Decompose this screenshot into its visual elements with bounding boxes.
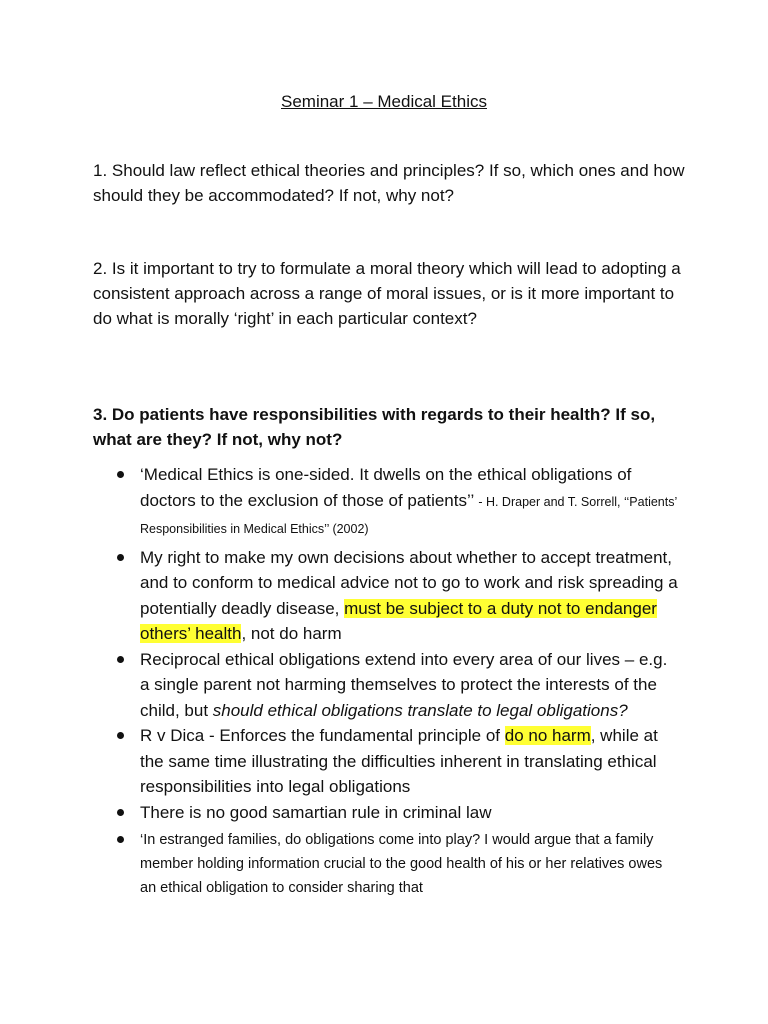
bullet-icon xyxy=(117,836,124,843)
highlighted-text: do no harm xyxy=(504,726,591,745)
question-3: 3. Do patients have responsibilities with regards to their health? If so, what are they? If not, why not? xyxy=(93,405,656,449)
bullet-icon xyxy=(117,656,124,663)
list-item xyxy=(0,800,680,826)
citation-text: - H. Draper and T. Sorrell, ‘‘Patients’ Responsibilities in Medical Ethics’’ (2002) xyxy=(140,494,677,536)
list-item xyxy=(0,828,680,900)
bullet-list xyxy=(0,462,680,900)
page-title: Seminar 1 – Medical Ethics xyxy=(281,92,487,111)
list-item-text: ‘In estranged families, do obligations come into play? I would argue that a family member holding information crucial to the good health of his or her relatives owes an ethical obligation to consider sharing that xyxy=(140,832,663,896)
bullet-icon xyxy=(117,732,124,739)
list-item xyxy=(0,647,680,724)
list-item-text: , while at the same time illustrating the difficulties inherent in translating ethical responsibilities into legal obligations xyxy=(140,726,658,796)
bullet-icon xyxy=(117,809,124,816)
list-item-text: My right to make my own decisions about whether to accept treatment, and to conform to medical advice not to go to work and risk spreading a potentially deadly disease, xyxy=(140,547,678,618)
list-item-text: Reciprocal ethical obligations extend into every area of our lives – e.g. a single parent not harming themselves to protect the interests of the child, but xyxy=(140,649,668,720)
italic-text: should ethical obligations translate to legal obligations? xyxy=(212,700,628,720)
list-item-text: There is no good samartian rule in criminal law xyxy=(140,802,492,822)
bullet-icon xyxy=(117,471,124,478)
list-item xyxy=(0,462,680,543)
question-1: 1. Should law reflect ethical theories and principles? If so, which ones and how should they be accommodated? If not, why not? xyxy=(93,161,685,205)
list-item xyxy=(0,545,680,647)
question-2: 2. Is it important to try to formulate a moral theory which will lead to adopting a consistent approach across a range of moral issues, or is it more important to do what is morally ‘right’ in each particular context? xyxy=(93,259,681,328)
highlighted-text: must be subject to a duty not to endanger others’ health xyxy=(140,598,657,643)
list-item-text: , not do harm xyxy=(241,624,342,643)
list-item xyxy=(0,723,680,800)
quote-text: ‘Medical Ethics is one-sided. It dwells on the ethical obligations of doctors to the exclusion of those of patients’’ xyxy=(140,465,632,510)
list-item-text: R v Dica - Enforces the fundamental principle of xyxy=(140,726,505,745)
bullet-icon xyxy=(117,554,124,561)
